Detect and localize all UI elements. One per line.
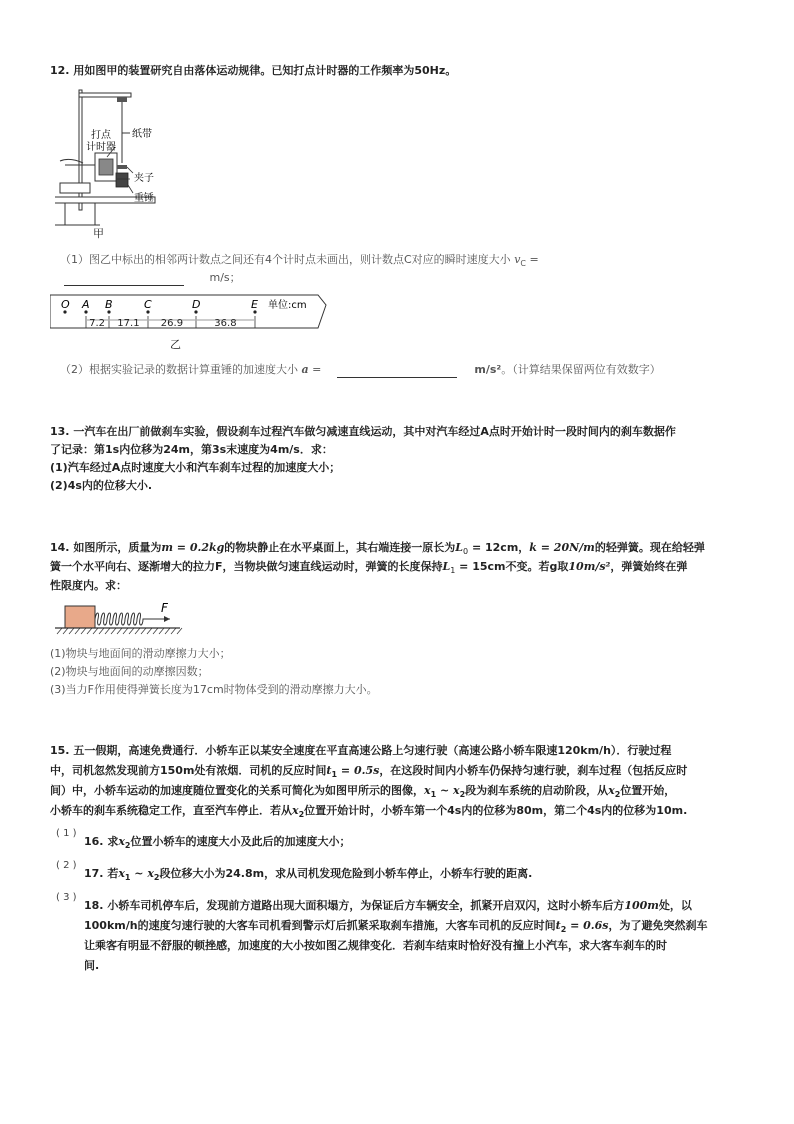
q15-line3-b: 段为刹车系统的启动阶段，从	[465, 784, 609, 797]
top-clip	[117, 97, 127, 102]
q15-sub3-line2	[84, 918, 707, 938]
tape-label-E: E	[251, 298, 258, 311]
q15-sub3-line4: 间.	[84, 959, 100, 972]
tape-value-0: 7.2	[89, 318, 106, 329]
ground-hatch	[63, 628, 68, 634]
q15-x2b: x	[608, 784, 615, 797]
q12-part1-answer	[64, 270, 241, 286]
q15-sub3-l2-b: ，为了避免突然刹车	[608, 919, 708, 932]
q15-sub3-num: ( 3 )	[56, 892, 77, 903]
ground-hatch	[129, 628, 134, 634]
q15-sub2-a: 17. 若	[84, 867, 119, 880]
q15-sub1-num: ( 1 )	[56, 828, 77, 839]
q14-mass: m = 0.2kg	[161, 541, 225, 554]
q15-line4-b: 位置开始计时，小轿车第一个4s内的位移为80m，第二个4s内的位移为10m.	[304, 804, 688, 817]
tape-unit-label: 单位:cm	[268, 300, 307, 311]
q14-L1-sub: 1	[450, 566, 456, 576]
ground-hatch	[117, 628, 122, 634]
q15-x2b-sub: 2	[614, 790, 621, 800]
q14-L1-val: = 15cm	[455, 560, 506, 573]
q14-line2-a: 簧一个水平向右、逐渐增大的拉力F，当物块做匀速直线运动时，弹簧的长度保持	[50, 560, 443, 573]
force-arrow-head	[164, 616, 170, 622]
q12-part2-post: 。（计算结果保留两位有效数字）	[501, 363, 661, 376]
q14-line3: 性限度内。求：	[50, 579, 127, 592]
tape-label-C: C	[144, 298, 152, 311]
q12-part1-eq: =	[526, 253, 539, 266]
ground-hatch	[57, 628, 62, 634]
tape-label-B: B	[105, 298, 113, 311]
q15-sub3-l1-b: 处，以	[658, 899, 692, 912]
q12-part2	[60, 362, 661, 378]
q15-x2c-sub: 2	[298, 810, 305, 820]
q15-line2-b: ，在这段时间内小轿车仍保持匀速行驶，刹车过程（包括反应时	[379, 764, 688, 777]
q14-line2	[50, 559, 687, 579]
q15-sub1-a: 16. 求	[84, 835, 119, 848]
q12-part1-math: v	[514, 253, 521, 266]
q15-line3-c: 位置开始，	[620, 784, 676, 797]
ground-hatch	[111, 628, 116, 634]
q14-line1-b: 的物块静止在水平桌面上，其右端连接一原长为	[224, 541, 456, 554]
q15-sub3-line1	[84, 898, 692, 914]
q15-sub3-line3: 让乘客有明显不舒服的顿挫感，加速度的大小按如图乙规律变化．若刹车结束时恰好没有撞上小汽车，求大客车刹车的时	[84, 939, 667, 952]
label-paper-tape: 纸带	[132, 129, 152, 140]
spring	[95, 613, 147, 625]
q12-part1-unit: m/s；	[209, 271, 241, 284]
q15-sub1-x2-sub: 2	[124, 841, 131, 851]
q13-line4: (2)4s内的位移大小.	[50, 479, 153, 492]
q15-t1-val: = 0.5s	[337, 764, 380, 777]
q15-sub1-x2: x	[118, 835, 125, 848]
tape-label-A: A	[82, 298, 90, 311]
q12-part2-unit: m/s²	[474, 363, 502, 376]
q15-sub3-dist: 100m	[624, 899, 659, 912]
top-bar	[79, 93, 131, 97]
q15-sub1-b: 位置小轿车的速度大小及此后的加速度大小；	[130, 835, 351, 848]
q15-sub2-x1: x	[118, 867, 125, 880]
q14-L0-sub: 0	[463, 547, 469, 557]
figure-jia-apparatus	[55, 85, 170, 240]
q14-sub3: (3)当力F作用使得弹簧长度为17cm时物体受到的滑动摩擦力大小。	[50, 683, 378, 696]
ground-hatch	[135, 628, 140, 634]
tape-label-O: O	[61, 298, 70, 311]
q14-line2-c: ，弹簧始终在弹	[610, 560, 688, 573]
q15-sub2-x2: x	[147, 867, 154, 880]
label-clip: 夹子	[134, 173, 154, 184]
ground-hatch	[159, 628, 164, 634]
tape-value-3: 36.8	[214, 318, 237, 329]
weight	[116, 173, 128, 187]
q14-L1: L	[442, 560, 451, 573]
q15-x1-sub: 1	[430, 790, 437, 800]
q14-k: k = 20N/m	[529, 541, 595, 554]
q15-sub1	[84, 834, 350, 854]
ground-hatch	[123, 628, 128, 634]
q15-line4-a: 小轿车的刹车系统稳定工作，直至汽车停止．若从	[50, 804, 292, 817]
ground-hatch	[69, 628, 74, 634]
q14-line2-b: 不变。若g取	[505, 560, 569, 573]
q12-part1-blank[interactable]	[64, 273, 184, 286]
q15-sub3-l2-a: 100km/h的速度匀速行驶的大客车司机看到警示灯后抓紧采取刹车措施，大客车司机的反应时间	[84, 919, 556, 932]
q15-line3	[50, 783, 675, 803]
q14-line1-c: 的轻弹簧。现在给轻弹	[594, 541, 705, 554]
label-weight: 重锤	[134, 193, 154, 204]
q15-sub2-x2-sub: 2	[153, 873, 160, 883]
q15-sub3-l1-a: 18. 小轿车司机停车后，发现前方道路出现大面积塌方，为保证后方车辆安全，抓紧开启双闪，这时小轿车后方	[84, 899, 625, 912]
q15-sub3-t2-val: = 0.6s	[566, 919, 609, 932]
figure-yi-caption: 乙	[170, 338, 181, 351]
ground-hatch	[87, 628, 92, 634]
figure-block-spring	[55, 598, 190, 638]
q12-part1-math-sub: C	[520, 259, 526, 269]
q12-part2-math: a	[301, 363, 309, 376]
ground-hatch	[93, 628, 98, 634]
force-label: F	[161, 601, 168, 615]
ground-hatch	[177, 628, 182, 634]
figure-yi-tape	[50, 290, 330, 350]
ground-hatch	[99, 628, 104, 634]
block	[65, 606, 95, 628]
q14-L0: L	[455, 541, 464, 554]
q15-x2c: x	[292, 804, 299, 817]
q15-sub2-tilde: ~	[130, 867, 148, 880]
q14-L0-val: = 12cm，	[468, 541, 530, 554]
q15-x2-sub: 2	[459, 790, 466, 800]
label-timer-2: 计时器	[86, 142, 116, 153]
q13-line3: (1)汽车经过A点时速度大小和汽车刹车过程的加速度大小；	[50, 461, 341, 474]
label-timer-1: 打点	[91, 130, 111, 141]
q15-x1: x	[424, 784, 431, 797]
ground-hatch	[81, 628, 86, 634]
q15-line3-a: 间）中，小轿车运动的加速度随位置变化的关系可简化为如图甲所示的图像，	[50, 784, 424, 797]
ground-hatch	[75, 628, 80, 634]
q14-line1	[50, 540, 705, 560]
q12-part2-blank[interactable]	[337, 365, 457, 378]
clip	[117, 165, 127, 169]
q15-sub3-t2: t	[555, 919, 561, 932]
q12-stem: 12. 用如图甲的装置研究自由落体运动规律。已知打点计时器的工作频率为50Hz。	[50, 64, 457, 77]
q15-sub2-b: 段位移大小为24.8m，求从司机发现危险到小轿车停止，小轿车行驶的距离.	[159, 867, 533, 880]
tape-value-2: 26.9	[160, 318, 184, 329]
tape-value-1: 17.1	[117, 318, 140, 329]
q15-t1: t	[326, 764, 332, 777]
tape-label-D: D	[192, 298, 201, 311]
figure-jia-caption: 甲	[93, 227, 104, 240]
q14-sub2: (2)物块与地面间的动摩擦因数；	[50, 665, 209, 678]
ground-hatch	[171, 628, 176, 634]
q12-part2-text: （2）根据实验记录的数据计算重锤的加速度大小	[60, 363, 298, 376]
q14-g: 10m/s²	[568, 560, 611, 573]
ground-hatch	[147, 628, 152, 634]
q15-sub3-t2-sub: 2	[560, 925, 567, 935]
q13-line1: 13. 一汽车在出厂前做刹车实验，假设刹车过程汽车做匀减速直线运动，其中对汽车经过A点时开始计时一段时间内的刹车数据作	[50, 425, 676, 438]
q15-t1-sub: 1	[331, 770, 338, 780]
ground-hatch	[165, 628, 170, 634]
ground-hatch	[141, 628, 146, 634]
q15-tilde: ~	[436, 784, 454, 797]
q15-sub2	[84, 866, 532, 886]
q12-part2-eq: =	[308, 363, 322, 376]
q13-line2: 了记录：第1s内位移为24m，第3s末速度为4m/s．求：	[50, 443, 333, 456]
q12-part1-text: （1）图乙中标出的相邻两计数点之间还有4个计时点未画出，则计数点C对应的瞬时速度大小	[60, 253, 511, 266]
q14-sub1: (1)物块与地面间的滑动摩擦力大小；	[50, 647, 231, 660]
ground-hatch	[153, 628, 158, 634]
q15-line2-a: 中，司机忽然发现前方150m处有浓烟．司机的反应时间	[50, 764, 327, 777]
q15-x2: x	[453, 784, 460, 797]
q15-line1: 15. 五一假期，高速免费通行．小轿车正以某安全速度在平直高速公路上匀速行驶（高速公路小轿车限速120km/h）．行驶过程	[50, 744, 672, 757]
q15-line2	[50, 763, 687, 783]
q14-line1-a: 14. 如图所示，质量为	[50, 541, 162, 554]
q15-sub2-num: ( 2 )	[56, 860, 77, 871]
q15-sub2-x1-sub: 1	[124, 873, 131, 883]
ground-hatch	[105, 628, 110, 634]
q15-line4	[50, 803, 687, 823]
